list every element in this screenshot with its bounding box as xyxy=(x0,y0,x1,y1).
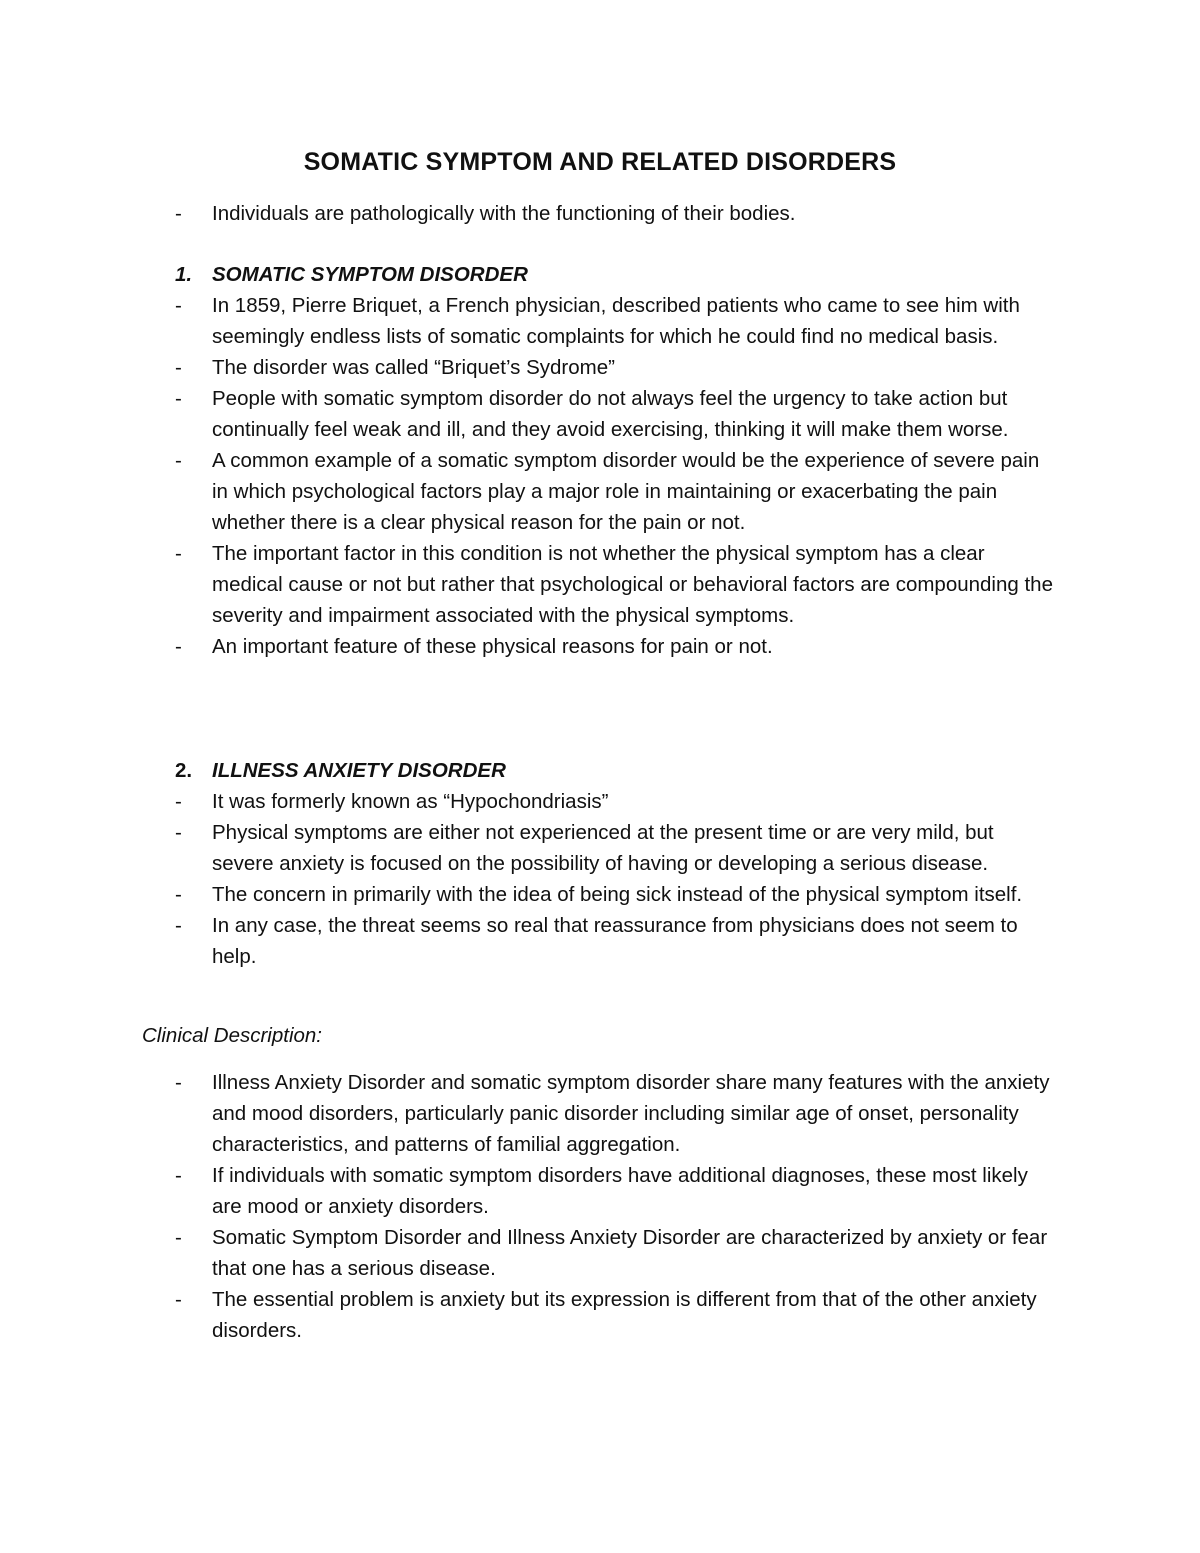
bullet-dash: - xyxy=(175,542,182,565)
list-item xyxy=(0,1222,1200,1284)
list-item-text: It was formerly known as “Hypochondriasis” xyxy=(212,790,609,813)
list-item xyxy=(0,1067,1200,1160)
section-number: 1. xyxy=(175,263,193,286)
list-item xyxy=(0,910,1200,972)
list-item xyxy=(0,1284,1200,1346)
document-title: SOMATIC SYMPTOM AND RELATED DISORDERS xyxy=(303,148,897,176)
section-heading-text: ILLNESS ANXIETY DISORDER xyxy=(212,759,506,782)
bullet-dash: - xyxy=(175,202,182,225)
list-item xyxy=(0,879,1200,910)
section-heading xyxy=(0,755,1200,786)
clinical-description-list xyxy=(0,1067,1200,1346)
bullet-dash: - xyxy=(175,883,182,906)
list-item-text: A common example of a somatic symptom disorder would be the experience of severe pain in which psychological factors play a major role in maintaining or exacerbating the pain whether there is a clear physical reason for the pain or not. xyxy=(212,449,1040,534)
section-number: 2. xyxy=(175,759,193,782)
section-heading xyxy=(0,259,1200,290)
list-item xyxy=(0,198,1200,229)
list-item xyxy=(0,383,1200,445)
list-item-text: The disorder was called “Briquet’s Sydrome” xyxy=(212,356,615,379)
list-item-text: The important factor in this condition is not whether the physical symptom has a clear medical cause or not but rather that psychological or behavioral factors are compounding the severity and impairment associated with the physical symptoms. xyxy=(212,542,1053,627)
list-item-text: People with somatic symptom disorder do not always feel the urgency to take action but continually feel weak and ill, and they avoid exercising, thinking it will make them worse. xyxy=(212,387,1009,441)
bullet-dash: - xyxy=(175,914,182,937)
bullet-dash: - xyxy=(175,1226,182,1249)
bullet-dash: - xyxy=(175,635,182,658)
list-item xyxy=(0,1160,1200,1222)
list-item-text: Illness Anxiety Disorder and somatic symptom disorder share many features with the anxiety and mood disorders, particularly panic disorder including similar age of onset, personality characteristics, and patterns of familial aggregation. xyxy=(212,1071,1050,1156)
list-item-text: An important feature of these physical reasons for pain or not. xyxy=(212,635,773,658)
list-item-text: The essential problem is anxiety but its expression is different from that of the other anxiety disorders. xyxy=(212,1288,1037,1342)
list-item-text: In 1859, Pierre Briquet, a French physician, described patients who came to see him with seemingly endless lists of somatic complaints for which he could find no medical basis. xyxy=(212,294,1020,348)
list-item-text: Physical symptoms are either not experienced at the present time or are very mild, but severe anxiety is focused on the possibility of having or developing a serious disease. xyxy=(212,821,994,875)
list-item xyxy=(0,352,1200,383)
bullet-dash: - xyxy=(175,821,182,844)
list-item-text: Somatic Symptom Disorder and Illness Anxiety Disorder are characterized by anxiety or fear that one has a serious disease. xyxy=(212,1226,1048,1280)
list-item xyxy=(0,445,1200,538)
list-item xyxy=(0,290,1200,352)
list-item xyxy=(0,817,1200,879)
bullet-dash: - xyxy=(175,790,182,813)
clinical-description-heading: Clinical Description: xyxy=(142,1024,323,1047)
list-item xyxy=(0,538,1200,631)
bullet-dash: - xyxy=(175,1288,182,1311)
list-item-text: In any case, the threat seems so real that reassurance from physicians does not seem to help. xyxy=(212,914,1018,968)
bullet-dash: - xyxy=(175,449,182,472)
list-item xyxy=(0,631,1200,662)
section-illness-anxiety-disorder xyxy=(0,755,1200,972)
list-item-text: If individuals with somatic symptom disorders have additional diagnoses, these most likely are mood or anxiety disorders. xyxy=(212,1164,1028,1218)
bullet-dash: - xyxy=(175,356,182,379)
list-item-text: The concern in primarily with the idea of being sick instead of the physical symptom itself. xyxy=(212,883,1023,906)
section-heading-text: SOMATIC SYMPTOM DISORDER xyxy=(212,263,528,286)
bullet-dash: - xyxy=(175,387,182,410)
bullet-dash: - xyxy=(175,1164,182,1187)
list-item xyxy=(0,786,1200,817)
list-item-text: Individuals are pathologically with the functioning of their bodies. xyxy=(212,202,796,225)
intro-list xyxy=(0,198,1200,229)
bullet-dash: - xyxy=(175,1071,182,1094)
bullet-dash: - xyxy=(175,294,182,317)
section-somatic-symptom-disorder xyxy=(0,259,1200,662)
